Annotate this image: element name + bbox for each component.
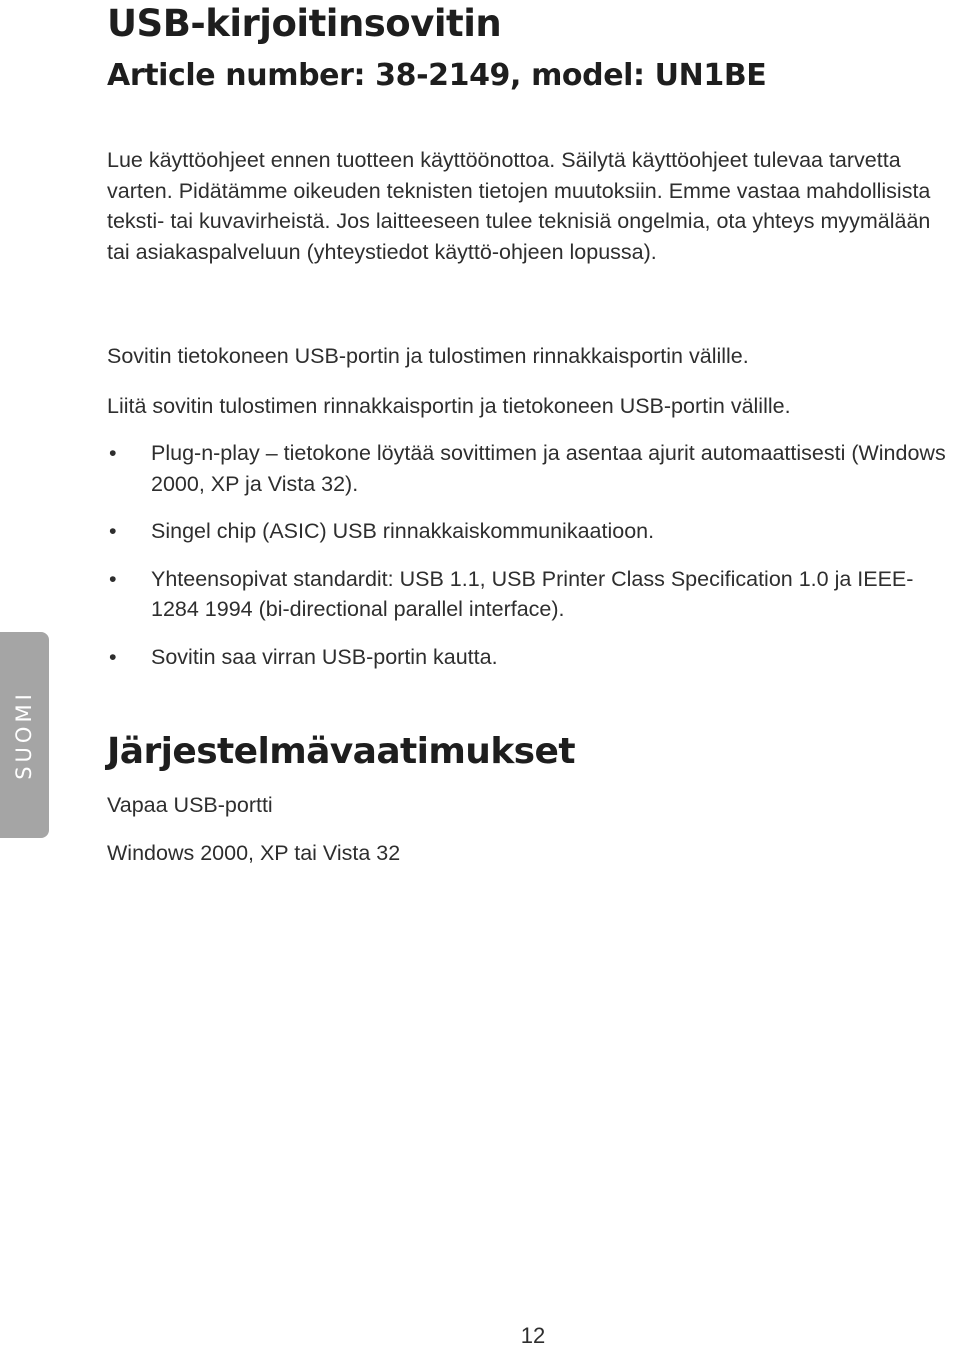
page-title: USB-kirjoitinsovitin bbox=[107, 2, 502, 45]
bullet-icon: • bbox=[109, 566, 117, 591]
page-number: 12 bbox=[520, 1323, 546, 1348]
list-item bbox=[107, 642, 957, 673]
list-item bbox=[107, 564, 957, 625]
product-description: Sovitin tietokoneen USB-portin ja tulostimen rinnakkaisportin välille. bbox=[107, 344, 749, 368]
feature-list bbox=[107, 438, 957, 689]
list-item bbox=[107, 438, 957, 499]
language-tab bbox=[0, 632, 49, 838]
feature-text: Singel chip (ASIC) USB rinnakkaiskommunikaatioon. bbox=[151, 519, 655, 543]
bullet-icon: • bbox=[109, 441, 117, 465]
feature-text: Sovitin saa virran USB-portin kautta. bbox=[151, 644, 498, 669]
list-item bbox=[107, 516, 957, 547]
bullet-icon: • bbox=[109, 644, 117, 669]
intro-paragraph: Lue käyttöohjeet ennen tuotteen käyttöönottoa. Säilytä käyttöohjeet tulevaa tarvetta varten. Pidätämme oikeuden teknisten tietojen muutoksiin. Emme vastaa mahdollisista teksti- tai kuvavirheistä. Jos laitteeseen tulee teknisiä ongelmia, ota yhteys myymälään tai asiakaspalveluun (yhteystiedot käyttö-ohjeen lopussa). bbox=[107, 148, 931, 264]
requirement-item: Vapaa USB-portti bbox=[107, 793, 273, 817]
requirements-heading: Järjestelmävaatimukset bbox=[107, 731, 575, 772]
feature-text: Yhteensopivat standardit: USB 1.1, USB Printer Class Specification 1.0 ja IEEE-1284 1994 (bi-directional parallel interface). bbox=[151, 566, 914, 621]
feature-text: Plug-n-play – tietokone löytää sovittimen ja asentaa ajurit automaattisesti (Windows 2000, XP ja Vista 32). bbox=[151, 441, 946, 496]
bullet-icon: • bbox=[109, 519, 117, 543]
language-tab-label: SUOMI bbox=[12, 690, 36, 780]
article-number-heading: Article number: 38-2149, model: UN1BE bbox=[107, 58, 767, 93]
connection-instruction: Liitä sovitin tulostimen rinnakkaisportin ja tietokoneen USB-portin välille. bbox=[107, 394, 791, 418]
requirement-item: Windows 2000, XP tai Vista 32 bbox=[107, 841, 401, 865]
